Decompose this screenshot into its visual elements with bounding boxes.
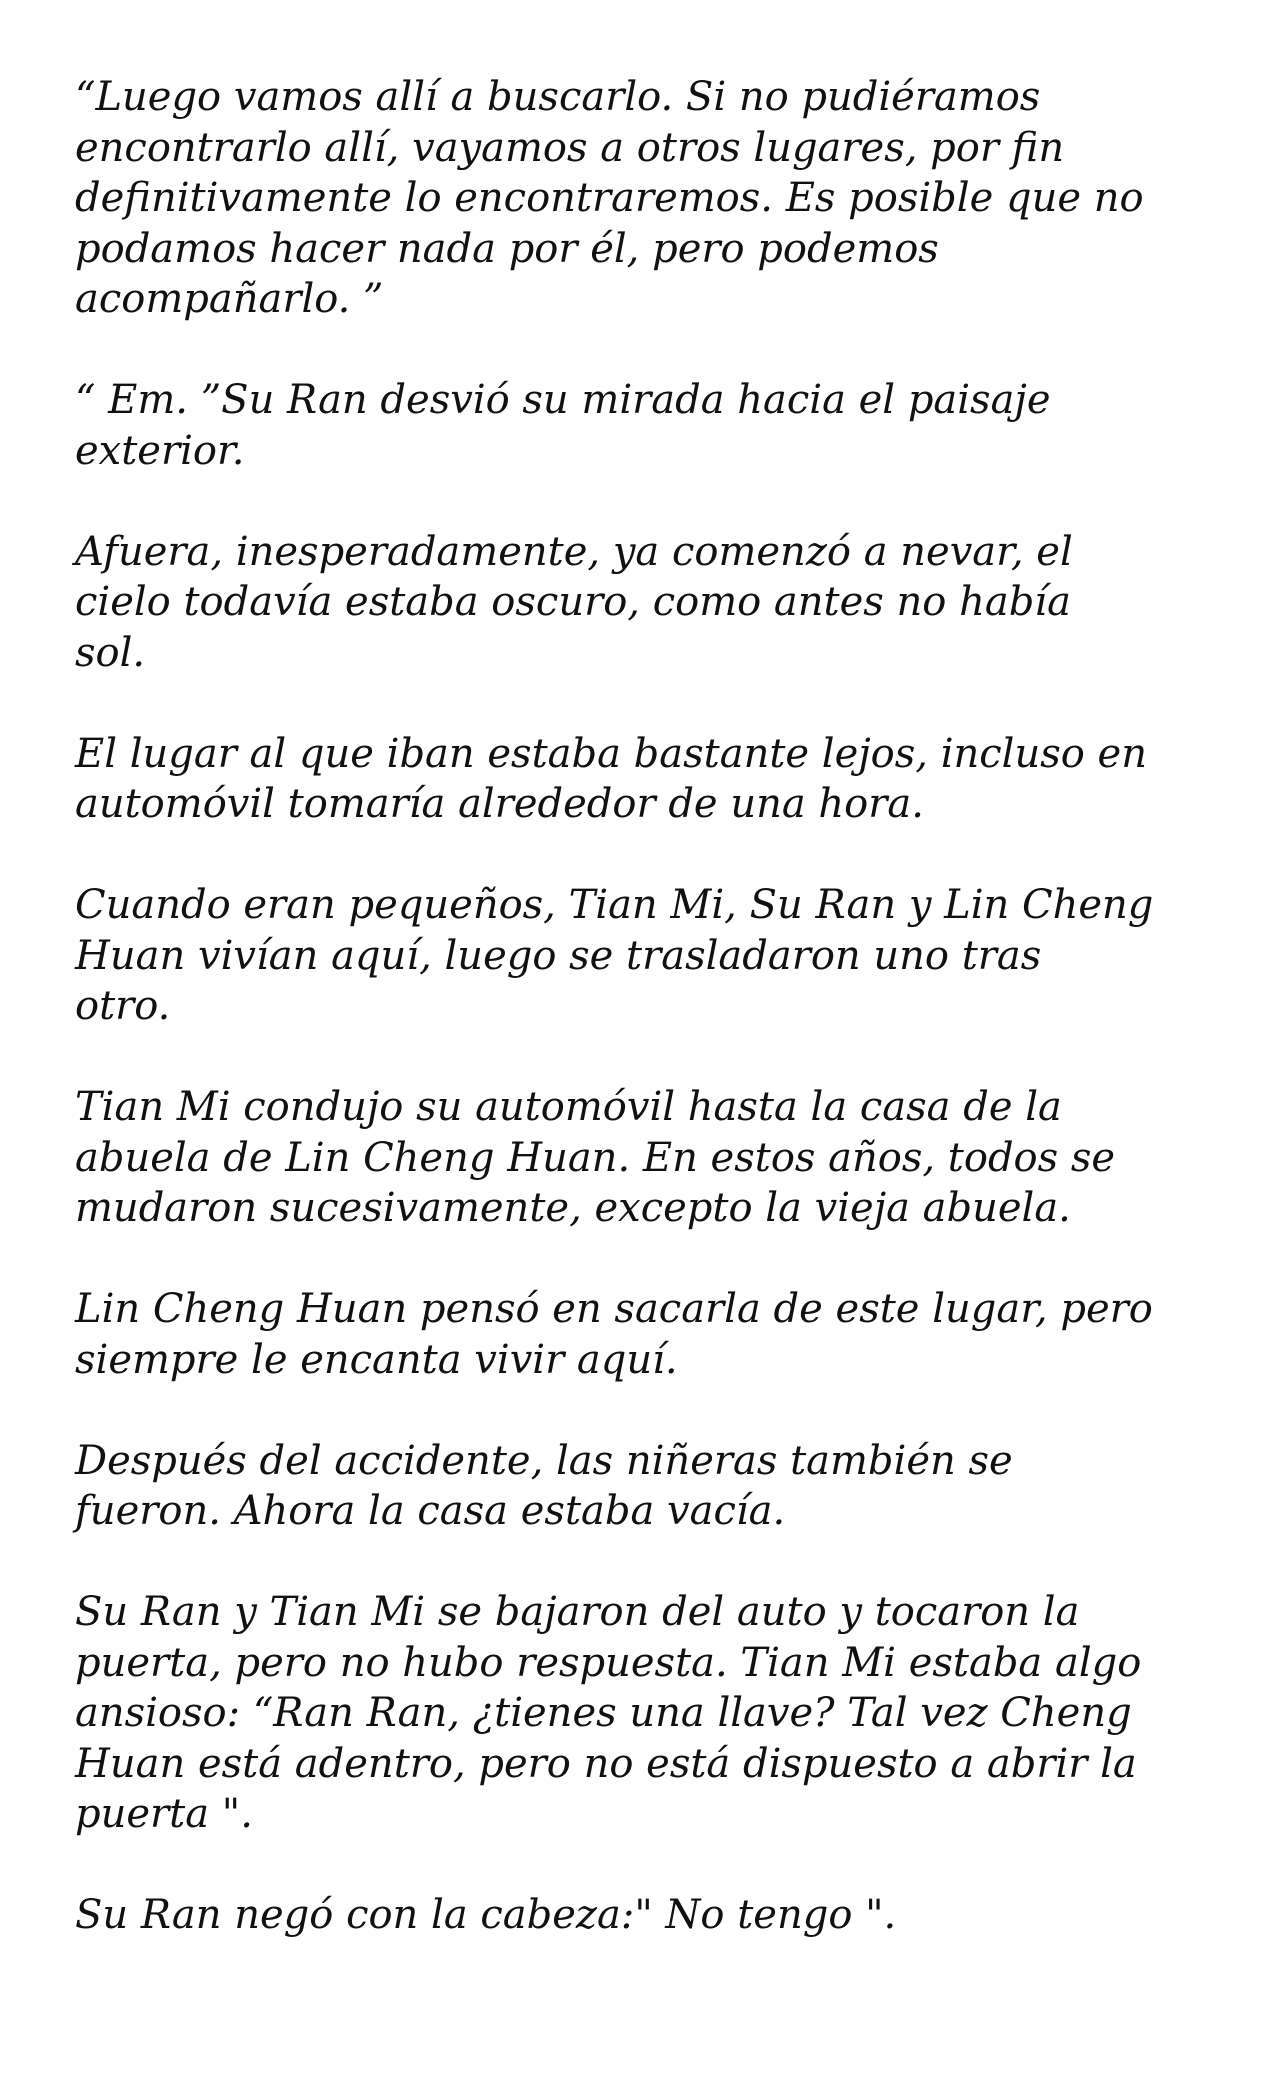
paragraph: El lugar al que iban estaba bastante lejos, incluso en automóvil tomaría alrededor de una hora. xyxy=(75,730,1147,827)
paragraph: Su Ran y Tian Mi se bajaron del auto y tocaron la puerta, pero no hubo respuesta. Tian Mi estaba algo ansioso: “Ran Ran, ¿tienes una llave? Tal vez Cheng Huan está adentro, pero no está dispuesto a abrir la puerta ". xyxy=(75,1589,1142,1837)
paragraph: “Luego vamos allí a buscarlo. Si no pudiéramos encontrarlo allí, vayamos a otros lugares, por fin definitivamente lo encontraremos. Es posible que no podamos hacer nada por él, pero podemos acompañarlo. ” xyxy=(75,74,1144,322)
document-page xyxy=(75,72,1225,1991)
paragraph: “ Em. ”Su Ran desvió su mirada hacia el paisaje exterior. xyxy=(75,377,1051,474)
paragraph: Lin Cheng Huan pensó en sacarla de este lugar, pero siempre le encanta vivir aquí. xyxy=(75,1286,1153,1383)
paragraph: Su Ran negó con la cabeza:" No tengo ". xyxy=(75,1892,897,1938)
paragraph: Cuando eran pequeños, Tian Mi, Su Ran y Lin Cheng Huan vivían aquí, luego se trasladaron uno tras otro. xyxy=(75,882,1154,1029)
paragraph: Después del accidente, las niñeras también se fueron. Ahora la casa estaba vacía. xyxy=(75,1437,1013,1534)
paragraph: Tian Mi condujo su automóvil hasta la casa de la abuela de Lin Cheng Huan. En estos años, todos se mudaron sucesivamente, excepto la vieja abuela. xyxy=(75,1084,1116,1231)
paragraph: Afuera, inesperadamente, ya comenzó a nevar, el cielo todavía estaba oscuro, como antes no había sol. xyxy=(75,528,1073,676)
